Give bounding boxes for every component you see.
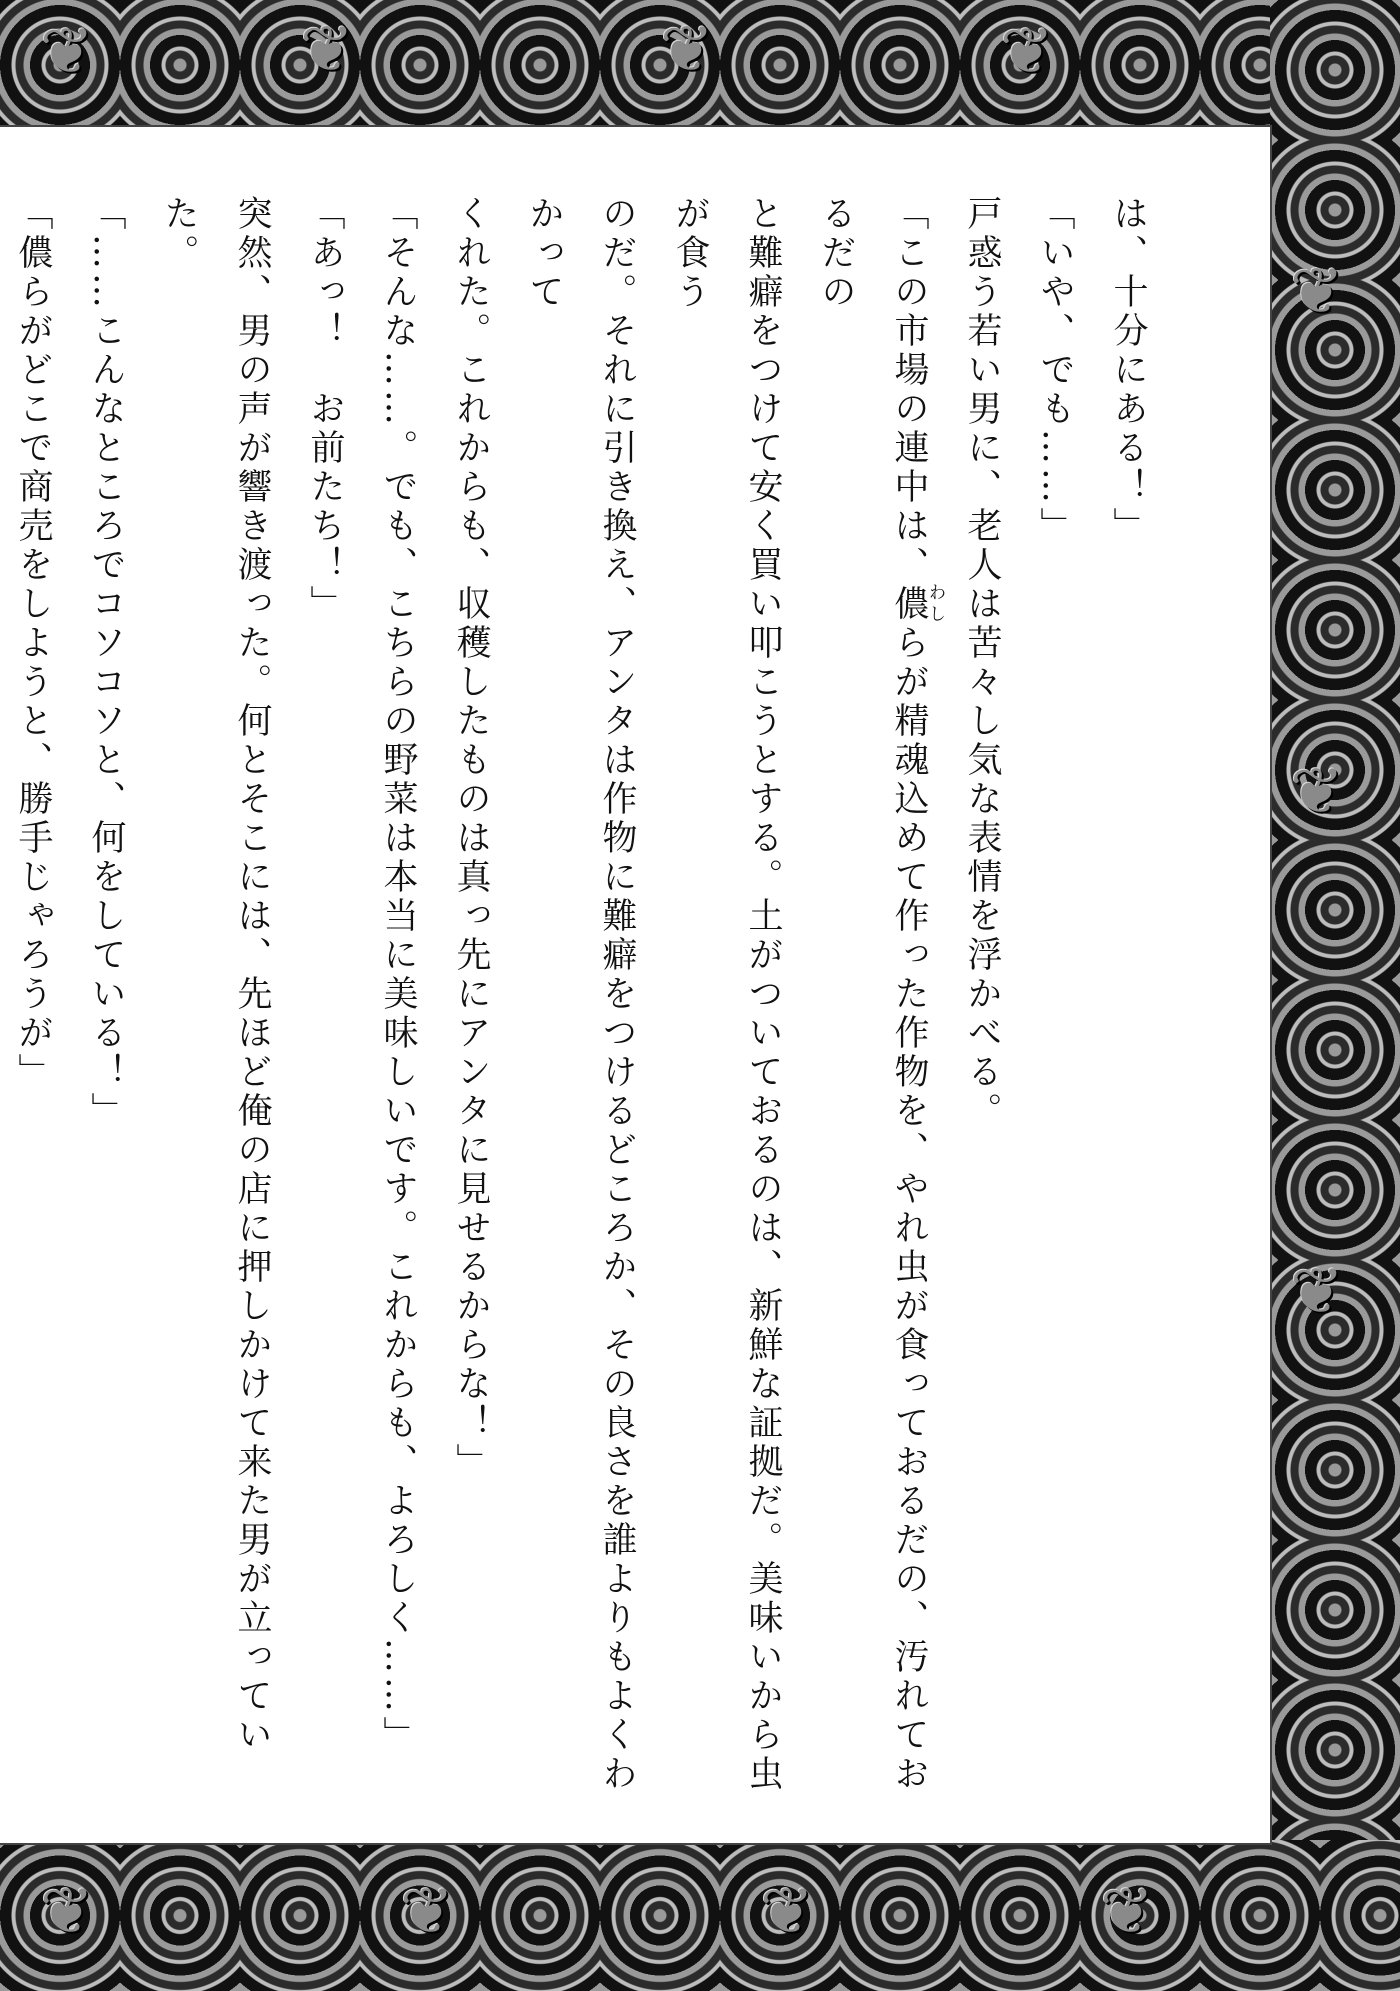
text-segment: 「この市場の連中は、: [889, 195, 929, 585]
acanthus-scroll-icon: ❦: [400, 1875, 454, 1949]
acanthus-scroll-icon: ❦: [1100, 1875, 1154, 1949]
acanthus-scroll-icon: ❦: [1290, 255, 1344, 329]
text-line: 「……こんなところでコソコソと、何をしている！」: [86, 195, 126, 1131]
text-segment: らが精魂込めて作った作物を、やれ虫が食っておるだの、汚れておるだの: [816, 195, 929, 1794]
acanthus-scroll-icon: ❦: [1290, 755, 1344, 829]
acanthus-scroll-icon: ❦: [40, 1875, 94, 1949]
text-line: 「儂らがどこで商売をしようと、勝手じゃろうが」: [13, 195, 53, 1092]
text-line: と難癖をつけて安く買い叩こうとする。土がついておるのは、新鮮な証拠だ。美味いから虫が食う: [670, 195, 783, 1794]
acanthus-scroll-icon: ❦: [1000, 15, 1054, 89]
text-line: 「いや、でも……」: [1035, 195, 1075, 546]
text-line: は、十分にある！」: [1108, 195, 1148, 546]
acanthus-scroll-icon: ❦: [760, 1875, 814, 1949]
text-line: 「あっ！ お前たち！」: [305, 195, 345, 624]
text-line: のだ。それに引き換え、アンタは作物に難癖をつけるどころか、その良さを誰よりもよくわかって: [524, 195, 637, 1794]
text-line: 戸惑う若い男に、老人は苦々し気な表情を浮かべる。: [962, 195, 1002, 1131]
text-page: [0, 125, 1272, 1845]
acanthus-scroll-icon: ❦: [660, 13, 714, 87]
text-line: 「そんな……。でも、こちらの野菜は本当に美味しいです。これからも、よろしく……」: [378, 195, 418, 1755]
text-line: くれた。これからも、収穫したものは真っ先にアンタに見せるからな！」: [451, 195, 491, 1482]
ruby-reading: わし: [926, 583, 946, 626]
ruby-annotation: 儂わし: [889, 583, 946, 626]
text-line-with-ruby: [799, 195, 945, 1795]
vertical-text-body: [0, 195, 1164, 1795]
text-line: 突然、男の声が響き渡った。何とそこには、先ほど俺の店に押しかけて来た男が立っていた。: [159, 195, 272, 1755]
acanthus-scroll-icon: ❦: [300, 13, 354, 87]
acanthus-scroll-icon: ❦: [1290, 1255, 1344, 1329]
acanthus-scroll-icon: ❦: [40, 15, 94, 89]
ornamental-border-bottom: [0, 1840, 1400, 1991]
